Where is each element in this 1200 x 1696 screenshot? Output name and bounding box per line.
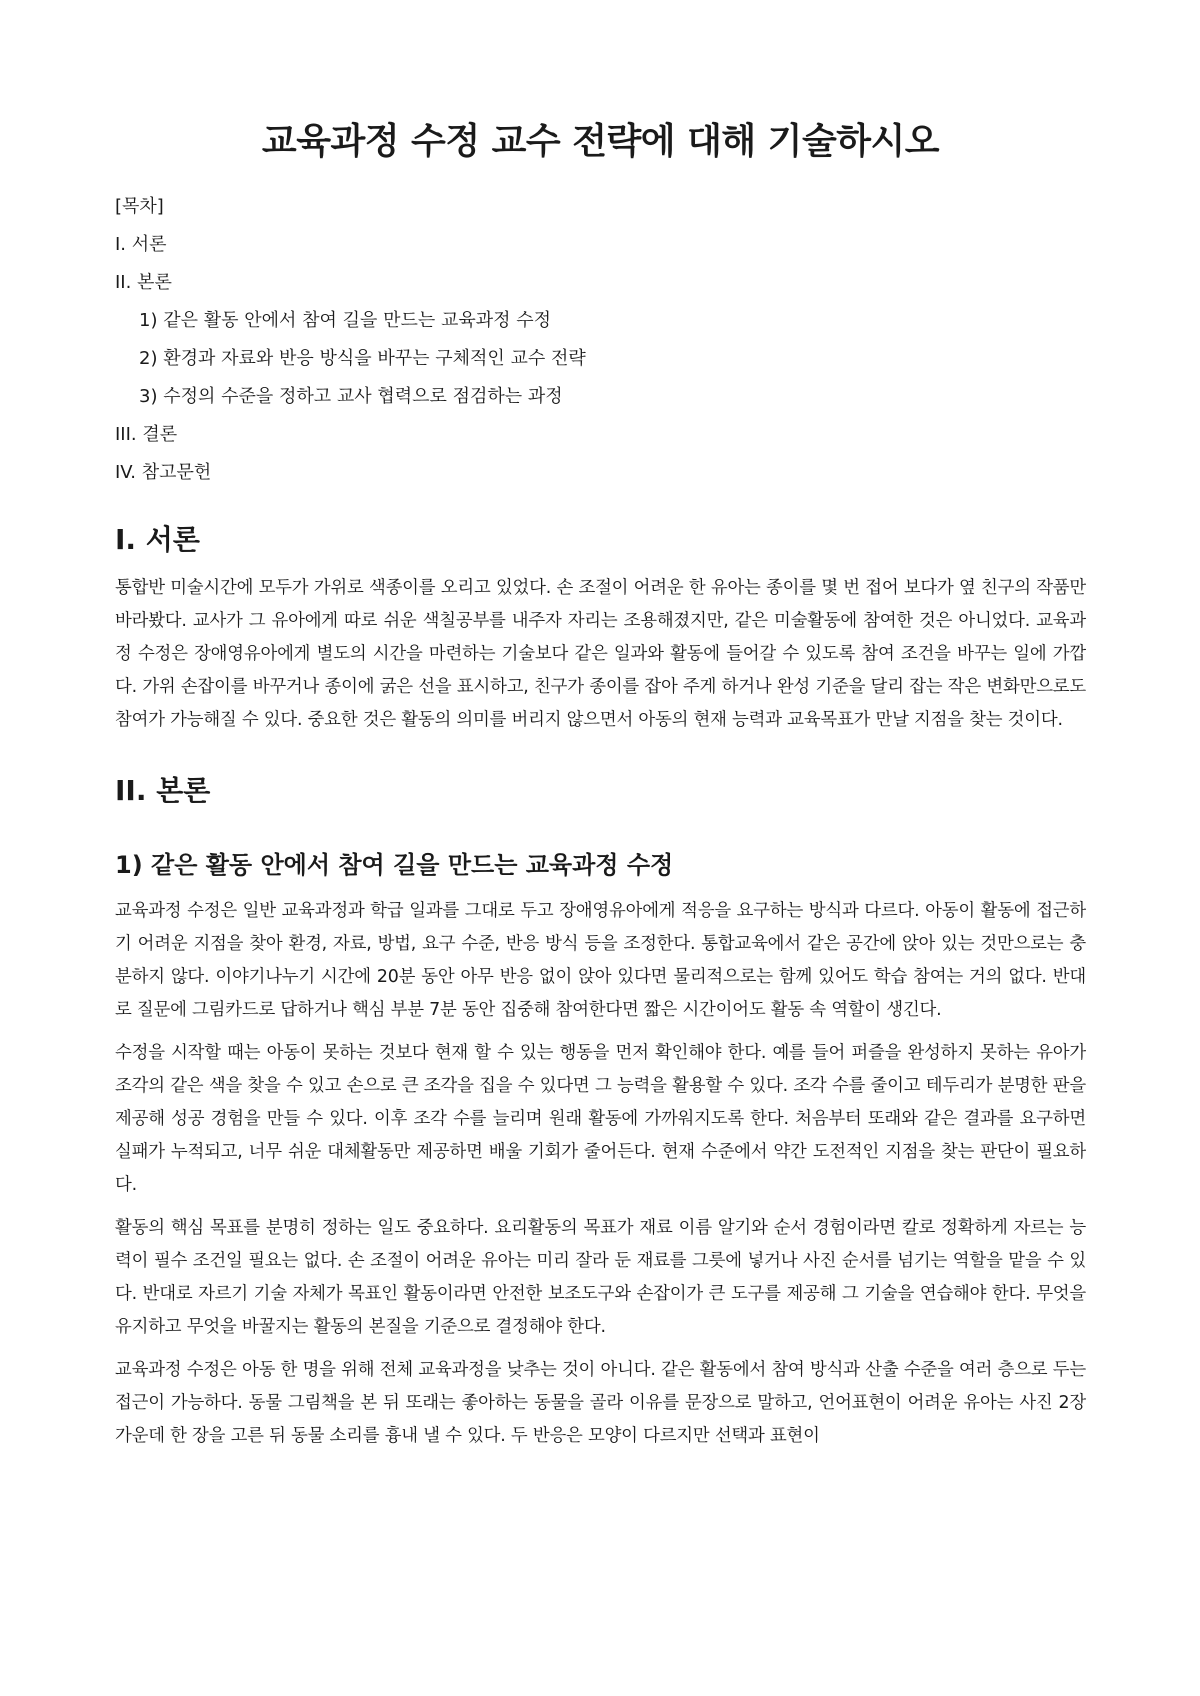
body-paragraph: 활동의 핵심 목표를 분명히 정하는 일도 중요하다. 요리활동의 목표가 재료 이름 알기와 순서 경험이라면 칼로 정확하게 자르는 능력이 필수 조건일 필요는 없다. 손 조절이 어려운 유아는 미리 잘라 둔 재료를 그릇에 넣거나 사진 순서를 넘기는 역할을 맡을 수 있다. 반대로 자르기 기술 자체가 목표인 활동이라면 안전한 보조도구와 손잡이가 큰 도구를 제공해 그 기술을 연습해야 한다. 무엇을 유지하고 무엇을 바꿀지는 활동의 본질을 기준으로 결정해야 한다. [115, 1218, 1086, 1337]
toc-item-intro: I. 서론 [115, 234, 167, 255]
toc-item-body: II. 본론 [115, 272, 172, 293]
toc-item-references: IV. 참고문헌 [115, 462, 212, 483]
body-paragraph: 수정을 시작할 때는 아동이 못하는 것보다 현재 할 수 있는 행동을 먼저 확인해야 한다. 예를 들어 퍼즐을 완성하지 못하는 유아가 조각의 같은 색을 찾을 수 있고 손으로 큰 조각을 집을 수 있다면 그 능력을 활용할 수 있다. 조각 수를 줄이고 테두리가 분명한 판을 제공해 성공 경험을 만들 수 있다. 이후 조각 수를 늘리며 원래 활동에 가까워지도록 한다. 처음부터 또래와 같은 결과를 요구하면 실패가 누적되고, 너무 쉬운 대체활동만 제공하면 배울 기회가 줄어든다. 현재 수준에서 약간 도전적인 지점을 찾는 판단이 필요하다. [115, 1043, 1086, 1195]
toc-item-conclusion: III. 결론 [115, 424, 178, 445]
body-paragraph: 교육과정 수정은 아동 한 명을 위해 전체 교육과정을 낮추는 것이 아니다. 같은 활동에서 참여 방식과 산출 수준을 여러 층으로 두는 접근이 가능하다. 동물 그림책을 본 뒤 또래는 좋아하는 동물을 골라 이유를 문장으로 말하고, 언어표현이 어려운 유아는 사진 2장 가운데 한 장을 고른 뒤 동물 소리를 흉내 낼 수 있다. 두 반응은 모양이 다르지만 선택과 표현이 [115, 1360, 1086, 1446]
toc-heading: [목차] [115, 196, 164, 217]
body-heading: II. 본론 [115, 774, 211, 807]
document-title: 교육과정 수정 교수 전략에 대해 기술하시오 [261, 121, 940, 162]
toc-item-body-2: 2) 환경과 자료와 반응 방식을 바꾸는 구체적인 교수 전략 [139, 348, 586, 369]
body-subsection-1-heading: 1) 같은 활동 안에서 참여 길을 만드는 교육과정 수정 [115, 851, 674, 879]
toc-item-body-3: 3) 수정의 수준을 정하고 교사 협력으로 점검하는 과정 [139, 386, 563, 407]
intro-heading: I. 서론 [115, 523, 200, 556]
body-paragraph: 교육과정 수정은 일반 교육과정과 학급 일과를 그대로 두고 장애영유아에게 적응을 요구하는 방식과 다르다. 아동이 활동에 접근하기 어려운 지점을 찾아 환경, 자료, 방법, 요구 수준, 반응 방식 등을 조정한다. 통합교육에서 같은 공간에 앉아 있는 것만으로는 충분하지 않다. 이야기나누기 시간에 20분 동안 아무 반응 없이 앉아 있다면 물리적으로는 함께 있어도 학습 참여는 거의 없다. 반대로 질문에 그림카드로 답하거나 핵심 부분 7분 동안 집중해 참여한다면 짧은 시간이어도 활동 속 역할이 생긴다. [115, 901, 1086, 1020]
table-of-contents [115, 188, 1086, 492]
intro-paragraph: 통합반 미술시간에 모두가 가위로 색종이를 오리고 있었다. 손 조절이 어려운 한 유아는 종이를 몇 번 접어 보다가 옆 친구의 작품만 바라봤다. 교사가 그 유아에게 따로 쉬운 색칠공부를 내주자 자리는 조용해졌지만, 같은 미술활동에 참여한 것은 아니었다. 교육과정 수정은 장애영유아에게 별도의 시간을 마련하는 기술보다 같은 일과와 활동에 들어갈 수 있도록 참여 조건을 바꾸는 일에 가깝다. 가위 손잡이를 바꾸거나 종이에 굵은 선을 표시하고, 친구가 종이를 잡아 주게 하거나 완성 기준을 달리 잡는 작은 변화만으로도 참여가 가능해질 수 있다. 중요한 것은 활동의 의미를 버리지 않으면서 아동의 현재 능력과 교육목표가 만날 지점을 찾는 것이다. [115, 578, 1086, 730]
toc-item-body-1: 1) 같은 활동 안에서 참여 길을 만드는 교육과정 수정 [139, 310, 552, 331]
body-section [115, 769, 1086, 1453]
intro-section [115, 518, 1086, 737]
